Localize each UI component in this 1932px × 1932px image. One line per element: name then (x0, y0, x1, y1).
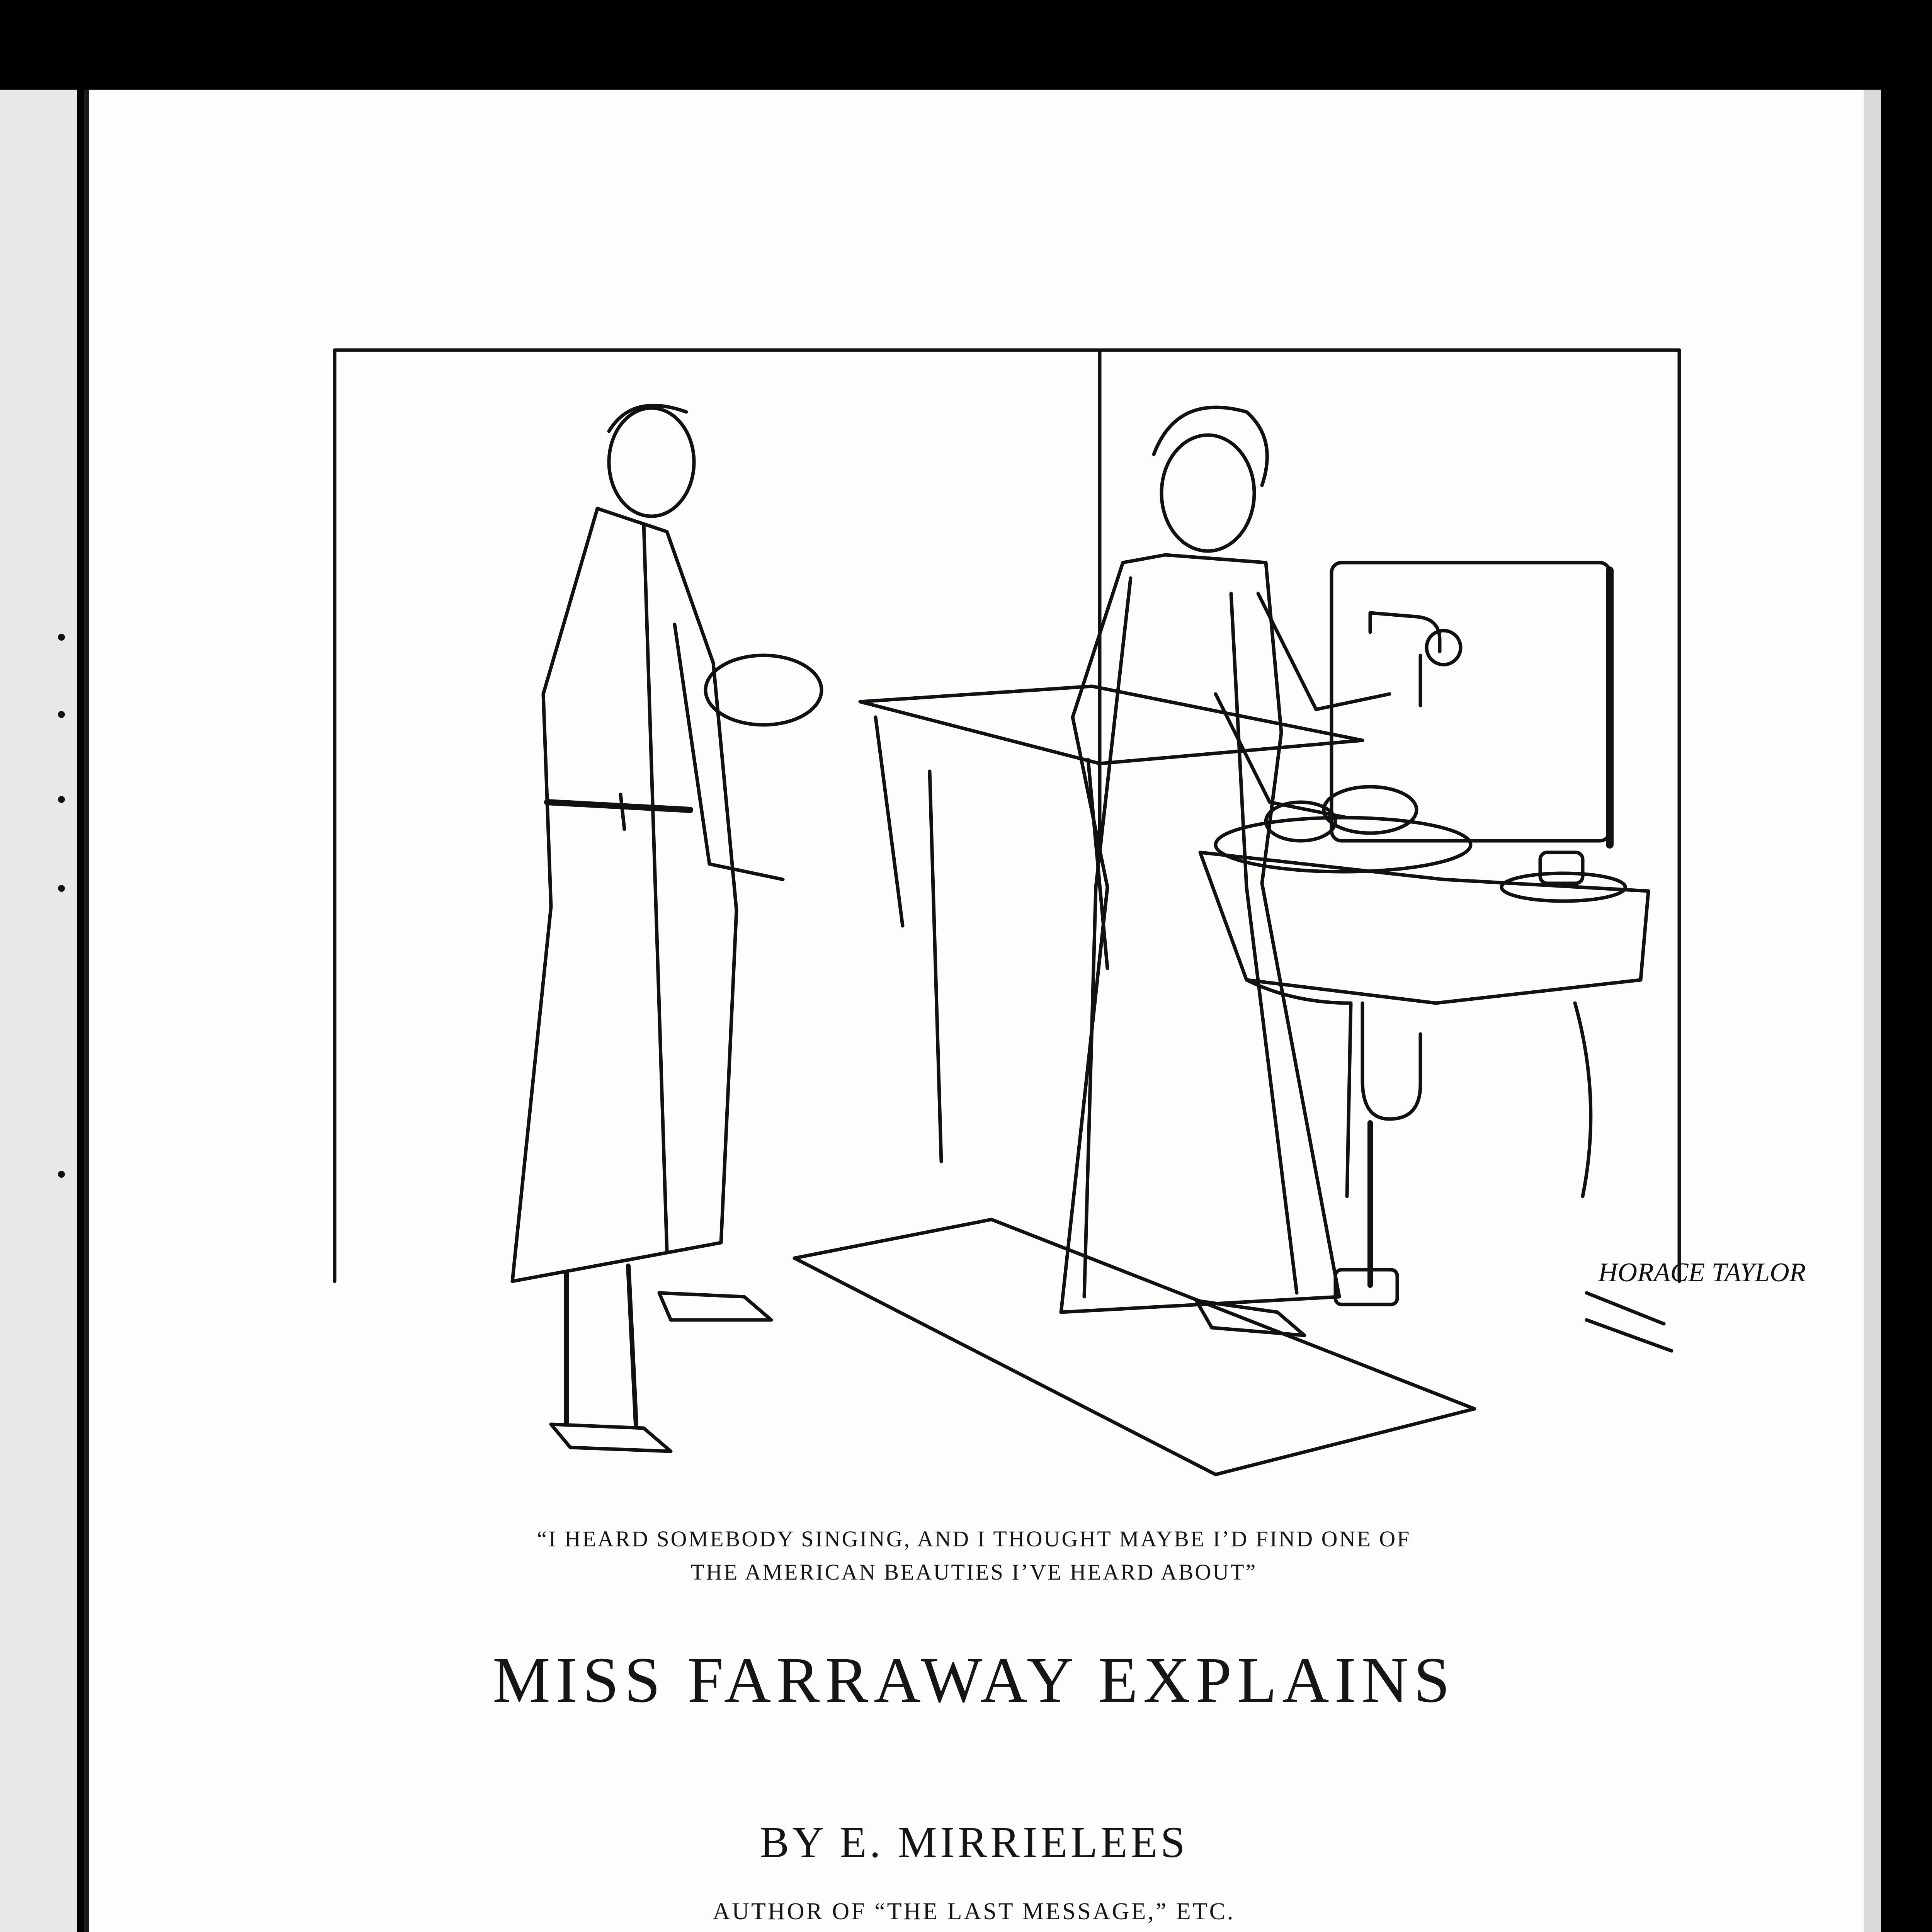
binding-hole (58, 885, 65, 892)
man-overcoat (512, 509, 736, 1281)
facing-page-sliver (0, 90, 77, 1932)
magazine-page (84, 90, 1864, 1932)
drain-pipe (1362, 1003, 1420, 1119)
caption-line: “I HEARD SOMEBODY SINGING, AND I THOUGHT MAYBE I’D FIND ONE OF (537, 1526, 1411, 1551)
author-credit-note: AUTHOR OF “THE LAST MESSAGE,” ETC. (713, 1898, 1235, 1925)
author-byline: BY E. MIRRIELEES (760, 1818, 1188, 1867)
caption-line: THE AMERICAN BEAUTIES I’VE HEARD ABOUT” (690, 1560, 1257, 1585)
sink-backsplash (1332, 563, 1610, 841)
man-hat (706, 655, 821, 725)
dish-pan (1216, 818, 1471, 872)
faucet (1370, 613, 1440, 651)
artist-signature: HORACE TAYLOR (1598, 1258, 1806, 1287)
woman-apron (1084, 578, 1297, 1297)
page-edge (1864, 90, 1881, 1932)
woman-head (1162, 435, 1254, 551)
artist-signature-mark (1587, 1293, 1672, 1351)
wall-frame (335, 350, 1679, 1281)
binding-hole (58, 711, 65, 718)
story-title: MISS FARRAWAY EXPLAINS (492, 1644, 1456, 1716)
binding-hole (58, 1171, 65, 1178)
story-illustration (327, 346, 1806, 1505)
illustration-caption (84, 1522, 1864, 1589)
man-head (609, 408, 694, 516)
man-shoe (551, 1424, 671, 1451)
binding-hole (58, 796, 65, 803)
binding-hole (58, 634, 65, 641)
man-shoe (659, 1293, 771, 1320)
